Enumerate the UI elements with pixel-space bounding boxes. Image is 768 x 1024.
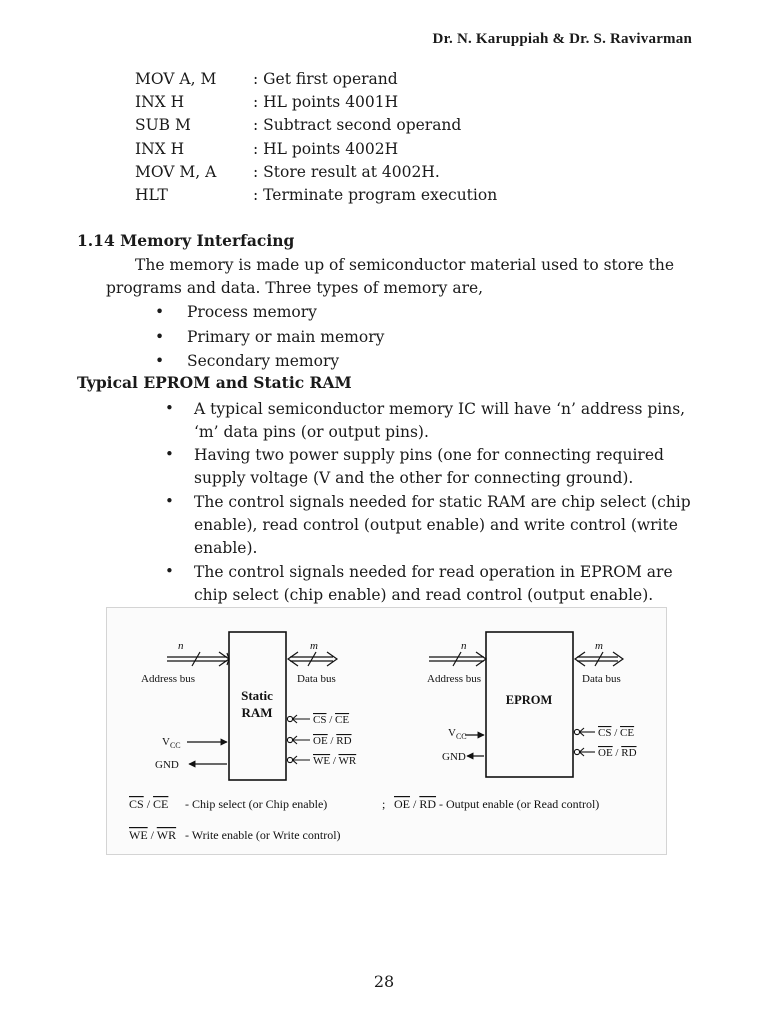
- vcc-label: $V_{CC}$: [162, 736, 181, 750]
- legend-cs-ce-text: - Chip select (or Chip enable): [185, 797, 328, 811]
- page-number: 28: [373, 972, 395, 991]
- code-opcode: MOV A, M: [135, 70, 217, 88]
- code-opcode: INX H: [135, 139, 185, 158]
- legend-cs-ce: CS / CE: [129, 797, 169, 811]
- list-item-line: The control signals needed for read operation in EPROM are: [194, 563, 673, 581]
- svg-text:OE / RD: OE / RD: [313, 735, 352, 747]
- code-line: [135, 184, 497, 207]
- list-item-line: enable).: [194, 539, 258, 557]
- legend-oe-rd: OE / RD: [394, 797, 437, 811]
- code-line: [135, 138, 497, 161]
- section-paragraph-line: The memory is made up of semiconductor material used to store the: [135, 256, 674, 274]
- legend-oe-rd-text: - Output enable (or Read control): [439, 797, 600, 811]
- list-item-text: Process memory: [187, 303, 317, 321]
- data-bus-arrow: [575, 652, 623, 666]
- svg-text:CS / CE: CS / CE: [598, 727, 635, 739]
- address-width-label: n: [461, 640, 467, 652]
- static-ram-label: Static: [241, 688, 273, 703]
- bullet-icon: •: [155, 327, 165, 346]
- list-item-line: ‘m’ data pins (or output pins).: [194, 423, 429, 441]
- pinout-diagram: [107, 608, 666, 854]
- data-width-label: m: [310, 640, 318, 652]
- list-item: [155, 301, 317, 324]
- bullet-icon: •: [165, 492, 174, 510]
- svg-text:OE / RD: OE / RD: [598, 747, 637, 759]
- vcc-label: $V_{CC}$: [448, 727, 467, 741]
- page-header-authors: Dr. N. Karuppiah & Dr. S. Ravivarman: [432, 31, 692, 47]
- list-item-text: Primary or main memory: [187, 327, 385, 346]
- data-bus-label: Data bus: [582, 673, 621, 685]
- memory-ic-pinout-figure: [106, 607, 667, 855]
- address-bus-arrow: [429, 652, 486, 666]
- data-bus-label: Data bus: [297, 673, 336, 685]
- list-item-line: A typical semiconductor memory IC will have ‘n’ address pins,: [194, 400, 686, 418]
- section-heading: 1.14 Memory Interfacing: [77, 231, 295, 250]
- code-line: [135, 68, 497, 91]
- bullet-icon: •: [165, 562, 174, 580]
- list-item-line: Having two power supply pins (one for connecting required: [194, 446, 664, 464]
- code-comment: : Terminate program execution: [253, 185, 498, 204]
- list-item-line: chip select (chip enable) and read control (output enable).: [194, 586, 654, 604]
- section-paragraph-line: programs and data. Three types of memory are,: [106, 279, 484, 297]
- list-item-line: The control signals needed for static RAM are chip select (chip: [194, 493, 691, 511]
- code-opcode: HLT: [135, 185, 168, 204]
- address-width-label: n: [178, 640, 184, 652]
- svg-text:WE / WR: WE / WR: [313, 755, 357, 767]
- list-item: [155, 326, 385, 349]
- code-opcode: MOV M, A: [135, 162, 217, 181]
- gnd-label: GND: [155, 759, 179, 771]
- code-opcode: SUB M: [135, 116, 191, 135]
- bullet-icon: •: [165, 445, 174, 463]
- address-bus-arrow: [167, 652, 229, 666]
- list-item-text: Secondary memory: [187, 352, 340, 371]
- code-comment: : Store result at 4002H.: [253, 162, 440, 181]
- code-comment: : Get first operand: [253, 70, 398, 88]
- subsection-heading: Typical EPROM and Static RAM: [77, 373, 352, 392]
- legend-we-wr: WE / WR: [129, 828, 177, 842]
- code-comment: : HL points 4001H: [253, 93, 399, 112]
- data-width-label: m: [595, 640, 603, 652]
- cs-ce-pin: [287, 714, 349, 726]
- gnd-label: GND: [442, 751, 466, 763]
- list-item: [155, 350, 340, 373]
- bullet-icon: •: [155, 352, 165, 371]
- code-comment: : HL points 4002H: [253, 139, 399, 158]
- static-ram-label: RAM: [241, 705, 273, 720]
- address-bus-label: Address bus: [141, 673, 196, 685]
- svg-text:CS / CE: CS / CE: [313, 714, 350, 726]
- we-wr-pin: [287, 755, 356, 767]
- eprom-label: EPROM: [505, 693, 553, 707]
- code-opcode: INX H: [135, 93, 185, 112]
- bullet-icon: •: [155, 303, 165, 321]
- memory-types-list: [155, 301, 385, 373]
- assembly-code-listing: [135, 68, 497, 207]
- address-bus-label: Address bus: [427, 673, 482, 685]
- list-item-line: supply voltage (V and the other for connecting ground).: [194, 469, 634, 487]
- legend-we-wr-text: - Write enable (or Write control): [185, 828, 341, 842]
- list-item-line: enable), read control (output enable) and write control (write: [194, 516, 678, 534]
- oe-rd-pin: [287, 735, 351, 747]
- code-line: [135, 161, 497, 184]
- code-line: [135, 91, 497, 114]
- code-comment: : Subtract second operand: [253, 116, 462, 135]
- oe-rd-pin: [574, 747, 636, 759]
- code-line: [135, 114, 497, 137]
- cs-ce-pin: [574, 727, 634, 739]
- legend-separator: ;: [382, 797, 386, 811]
- bullet-icon: •: [165, 399, 174, 417]
- data-bus-arrow: [288, 652, 337, 666]
